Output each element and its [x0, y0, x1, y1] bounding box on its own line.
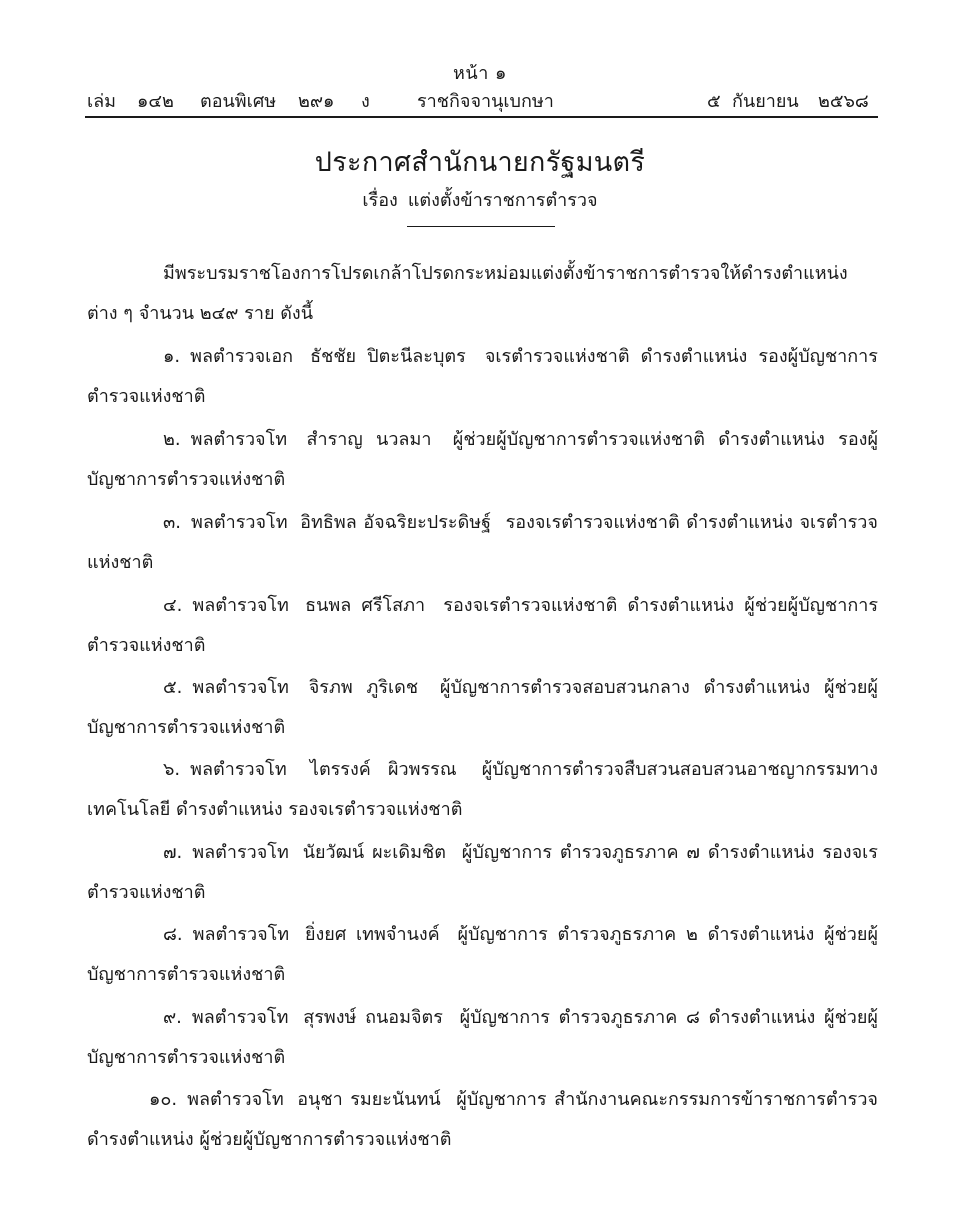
item-current-position: รองจเรตำรวจแห่งชาติ — [505, 512, 680, 533]
document-subject — [0, 185, 960, 214]
item-appointed-label: ดำรงตำแหน่ง — [87, 1129, 194, 1150]
item-name: ธัชชัย ปิตะนีละบุตร — [310, 346, 466, 367]
appointment-item — [87, 833, 878, 913]
item-number: ๖. — [163, 759, 181, 780]
item-new-position: ผู้ช่วยผู้บัญชาการตำรวจแห่งชาติ — [87, 924, 878, 985]
item-new-position: ผู้ช่วยผู้บัญชาการตำรวจแห่งชาติ — [87, 595, 878, 656]
section-label: ตอนพิเศษ — [200, 91, 277, 112]
appointment-item — [87, 1080, 878, 1160]
item-new-position: จเรตำรวจแห่งชาติ — [87, 512, 878, 573]
section-number: ๒๙๑ — [298, 91, 335, 112]
item-number: ๓. — [163, 512, 182, 533]
item-current-position: ผู้บัญชาการ ตำรวจภูธรภาค ๒ — [457, 924, 698, 945]
date-day: ๕ — [707, 91, 721, 112]
item-current-position: จเรตำรวจแห่งชาติ — [484, 346, 630, 367]
item-appointed-label: ดำรงตำแหน่ง — [718, 429, 825, 450]
item-current-position: รองจเรตำรวจแห่งชาติ — [443, 595, 618, 616]
item-current-position: ผู้บัญชาการ ตำรวจภูธรภาค ๘ — [459, 1007, 700, 1028]
appointment-item — [87, 337, 878, 417]
item-name: สุรพงษ์ ถนอมจิตร — [303, 1007, 443, 1028]
intro-paragraph — [87, 254, 878, 334]
volume-number: ๑๔๒ — [137, 91, 174, 112]
date-month: กันยายน — [732, 91, 799, 112]
item-current-position: ผู้บัญชาการตำรวจสอบสวนกลาง — [439, 677, 690, 698]
item-name: อนุชา รมยะนันทน์ — [297, 1089, 441, 1110]
item-current-position: ผู้ช่วยผู้บัญชาการตำรวจแห่งชาติ — [452, 429, 705, 450]
section-letter: ง — [361, 91, 370, 112]
item-rank: พลตำรวจโท — [192, 595, 289, 616]
item-current-position: ผู้บัญชาการตำรวจสืบสวนสอบสวนอาชญากรรมทางเทคโนโลยี — [87, 759, 878, 820]
item-name: ธนพล ศรีโสภา — [305, 595, 426, 616]
item-name: จิรภพ ภูริเดช — [308, 677, 419, 698]
appointment-item — [87, 586, 878, 666]
item-rank: พลตำรวจเอก — [190, 346, 294, 367]
item-appointed-label: ดำรงตำแหน่ง — [176, 799, 283, 820]
item-name: สำราญ นวลมา — [306, 429, 432, 450]
item-new-position: ผู้ช่วยผู้บัญชาการตำรวจแห่งชาติ — [87, 677, 878, 738]
item-appointed-label: ดำรงตำแหน่ง — [640, 346, 748, 367]
item-appointed-label: ดำรงตำแหน่ง — [708, 1007, 816, 1028]
item-new-position: รองจเรตำรวจแห่งชาติ — [87, 842, 878, 903]
item-rank: พลตำรวจโท — [192, 677, 289, 698]
subject-text: แต่งตั้งข้าราชการตำรวจ — [407, 190, 598, 211]
intro-text: มีพระบรมราชโองการโปรดเกล้าโปรดกระหม่อมแต่งตั้งข้าราชการตำรวจให้ดำรงตำแหน่งต่าง ๆ จำนวน ๒๔๙ ราย ดังนี้ — [87, 263, 848, 324]
item-name: ไตรรงค์ ผิวพรรณ — [309, 759, 457, 780]
item-name: นัยวัฒน์ ผะเดิมชิต — [302, 842, 446, 863]
item-name: ยิ่งยศ เทพจำนงค์ — [304, 924, 440, 945]
item-rank: พลตำรวจโท — [191, 512, 288, 533]
item-rank: พลตำรวจโท — [191, 1007, 289, 1028]
item-rank: พลตำรวจโท — [190, 759, 287, 780]
item-number: ๒. — [163, 429, 181, 450]
appointment-item — [87, 668, 878, 748]
header-divider — [85, 116, 878, 118]
item-new-position: รองผู้บัญชาการตำรวจแห่งชาติ — [87, 429, 878, 490]
date-year: ๒๕๖๘ — [818, 91, 869, 112]
item-rank: พลตำรวจโท — [192, 842, 289, 863]
item-number: ๘. — [163, 924, 183, 945]
gazette-name: ราชกิจจานุเบกษา — [417, 91, 554, 112]
subject-label: เรื่อง — [362, 190, 398, 211]
appointment-item — [87, 750, 878, 830]
item-current-position: ผู้บัญชาการ สำนักงานคณะกรรมการข้าราชการตำรวจ — [456, 1089, 878, 1110]
volume-label: เล่ม — [87, 91, 117, 112]
item-number: ๗. — [163, 842, 183, 863]
item-number: ๑. — [163, 346, 181, 367]
page-number: หน้า ๑ — [453, 63, 507, 84]
title-divider — [407, 226, 555, 227]
appointment-item — [87, 998, 878, 1078]
item-number: ๙. — [163, 1007, 182, 1028]
item-rank: พลตำรวจโท — [190, 429, 288, 450]
item-current-position: ผู้บัญชาการ ตำรวจภูธรภาค ๗ — [461, 842, 700, 863]
item-appointed-label: ดำรงตำแหน่ง — [707, 924, 815, 945]
item-number: ๕. — [163, 677, 183, 698]
item-appointed-label: ดำรงตำแหน่ง — [707, 842, 815, 863]
item-new-position: รองจเรตำรวจแห่งชาติ — [288, 799, 463, 820]
item-number: ๔. — [163, 595, 183, 616]
item-number: ๑๐. — [149, 1089, 178, 1110]
appointment-item — [87, 915, 878, 995]
item-appointed-label: ดำรงตำแหน่ง — [703, 677, 811, 698]
item-new-position: ผู้ช่วยผู้บัญชาการตำรวจแห่งชาติ — [199, 1129, 452, 1150]
appointment-item — [87, 503, 878, 583]
appointment-item — [87, 420, 878, 500]
item-new-position: ผู้ช่วยผู้บัญชาการตำรวจแห่งชาติ — [87, 1007, 878, 1068]
item-appointed-label: ดำรงตำแหน่ง — [627, 595, 735, 616]
gazette-header — [87, 86, 877, 112]
item-new-position: รองผู้บัญชาการตำรวจแห่งชาติ — [87, 346, 878, 407]
document-title: ประกาศสำนักนายกรัฐมนตรี — [314, 147, 646, 178]
item-appointed-label: ดำรงตำแหน่ง — [686, 512, 793, 533]
item-name: อิทธิพล อัจฉริยะประดิษฐ์ — [300, 512, 492, 533]
item-rank: พลตำรวจโท — [187, 1089, 284, 1110]
item-rank: พลตำรวจโท — [192, 924, 290, 945]
